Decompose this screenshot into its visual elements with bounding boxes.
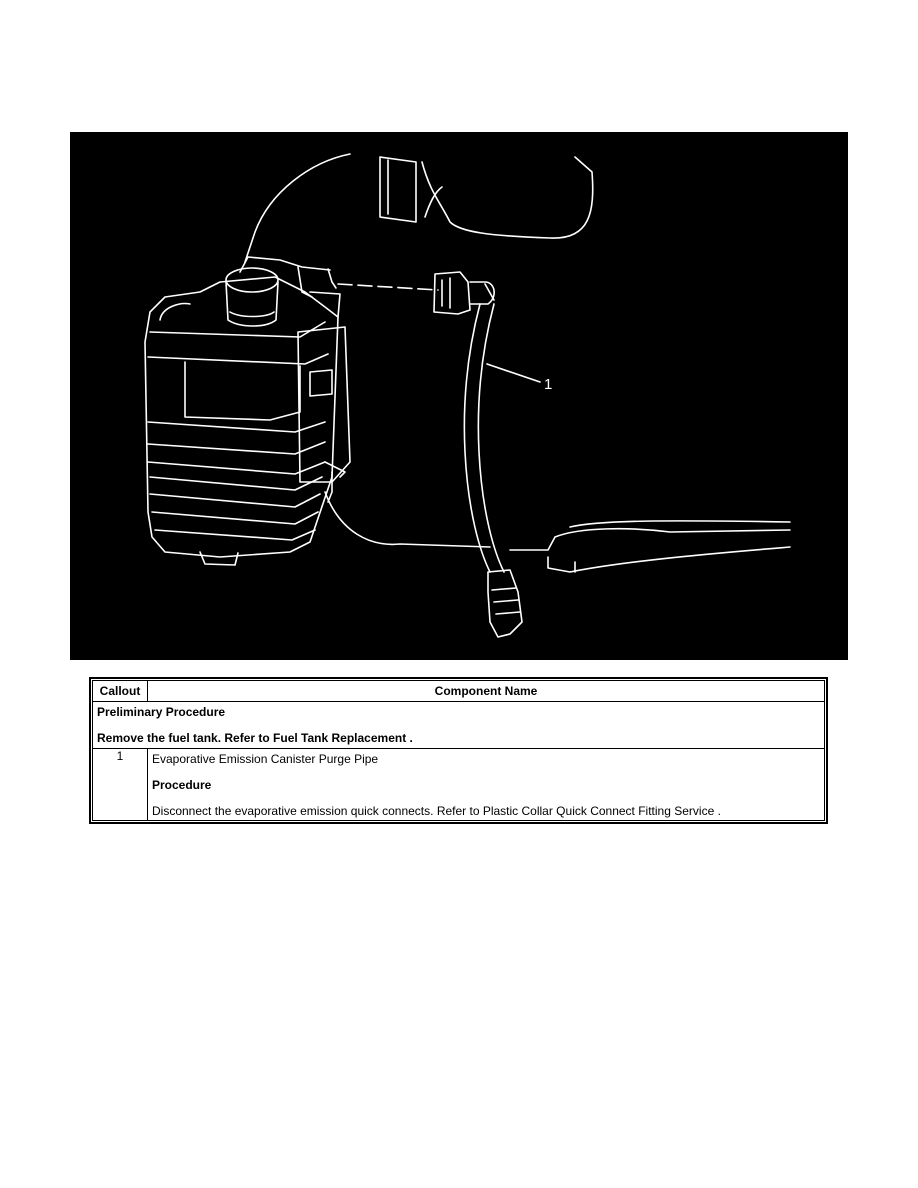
header-callout: Callout bbox=[93, 681, 148, 702]
service-illustration bbox=[70, 132, 848, 660]
component-table bbox=[89, 677, 828, 824]
preliminary-title: Preliminary Procedure bbox=[97, 705, 226, 719]
procedure-title: Procedure bbox=[152, 778, 212, 792]
component-name: Evaporative Emission Canister Purge Pipe bbox=[152, 752, 379, 766]
table-header-row bbox=[93, 681, 825, 702]
component-table-grid bbox=[92, 680, 825, 821]
row-description bbox=[148, 749, 825, 821]
table-row bbox=[93, 749, 825, 821]
row-callout: 1 bbox=[93, 749, 148, 821]
preliminary-step: Remove the fuel tank. Refer to Fuel Tank Replacement . bbox=[97, 731, 413, 745]
purge-pipe-diagram bbox=[70, 132, 848, 660]
preliminary-row bbox=[93, 702, 825, 749]
callout-label-1: 1 bbox=[544, 376, 553, 393]
preliminary-cell bbox=[93, 702, 825, 749]
procedure-text: Disconnect the evaporative emission quick connects. Refer to Plastic Collar Quick Connect Fitting Service . bbox=[152, 804, 721, 818]
header-component-name: Component Name bbox=[148, 681, 825, 702]
